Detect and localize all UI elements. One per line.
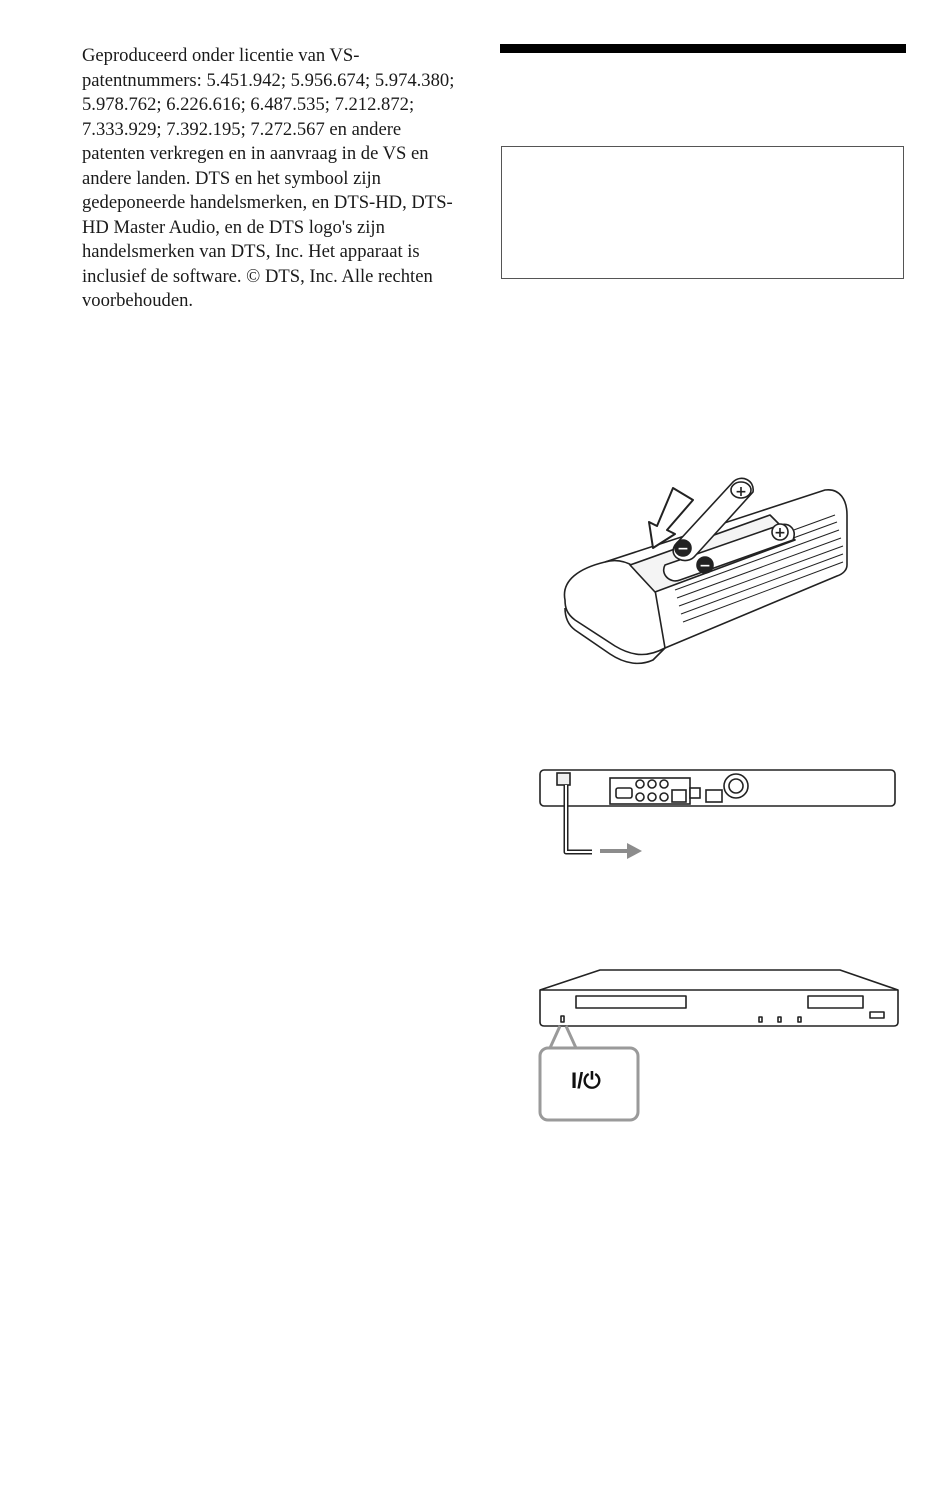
player-front-panel-illustration <box>530 960 900 1125</box>
remote-battery-insertion-illustration <box>555 470 855 670</box>
svg-text:−: − <box>699 558 711 574</box>
svg-text:+: + <box>774 525 786 541</box>
power-button-label: I/⏻ <box>571 1068 601 1093</box>
player-rear-panel-illustration <box>530 760 900 865</box>
svg-text:+: + <box>735 484 747 500</box>
note-box <box>501 146 904 279</box>
svg-text:−: − <box>677 541 689 557</box>
license-notice <box>82 44 462 314</box>
section-title-rule <box>500 44 906 53</box>
license-paragraph: Geproduceerd onder licentie van VS-patentnummers: 5.451.942; 5.956.674; 5.974.380; 5.978.762; 6.226.616; 6.487.535; 7.212.872; 7.333.929; 7.392.195; 7.272.567 en andere patenten verkregen en in aanvraag in de VS en andere landen. DTS en het symbool zijn gedeponeerde handelsmerken, en DTS-HD, DTS-HD Master Audio, en de DTS logo's zijn handelsmerken van DTS, Inc. Het apparaat is inclusief de software. © DTS, Inc. Alle rechten voorbehouden. <box>82 45 455 311</box>
